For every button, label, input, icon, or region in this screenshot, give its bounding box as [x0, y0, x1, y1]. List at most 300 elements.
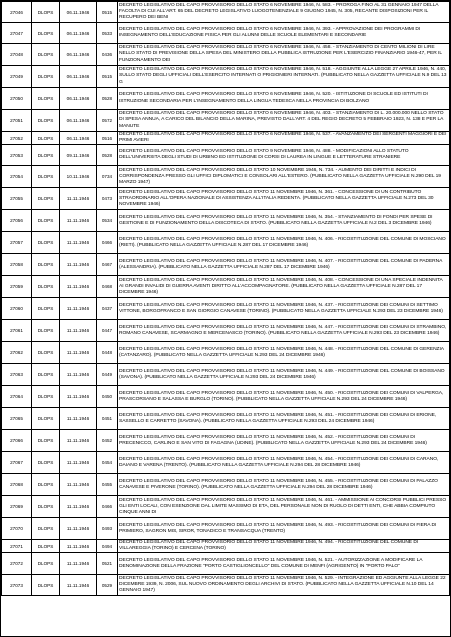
- record-number-cell: [2, 44, 32, 66]
- act-type-cell: [32, 553, 60, 575]
- act-date: 06.11.1946: [66, 52, 90, 57]
- table-row: [2, 496, 450, 518]
- act-code-cell: [97, 298, 118, 320]
- record-number: 27063: [10, 372, 23, 378]
- act-code-cell: [97, 553, 118, 575]
- act-date-cell: [60, 430, 97, 452]
- act-code: 0466: [101, 504, 113, 510]
- act-code-cell: [97, 320, 118, 342]
- act-date-cell: [60, 364, 97, 386]
- table-row: [2, 452, 450, 474]
- act-code-cell: [97, 110, 118, 132]
- act-type: DLOPS: [37, 350, 54, 356]
- table-row: [2, 254, 450, 276]
- act-description: DECRETO LEGISLATIVO DEL CAPO PROVVISORIO DELLO STATO 9 NOVEMBRE 1946, N. 488. - MODIFICAZIONI ALLO STATUTO DELL'UNIVERSITA DEGLI STUDI DI URBINO ED ISTITUZIONE DI CORSI DI LAUREA IN LINGUE E LETTERATURE STRANIERE: [119, 149, 409, 161]
- act-description-cell: [118, 430, 450, 452]
- record-number: 27050: [10, 96, 23, 101]
- act-code-cell: [97, 452, 118, 474]
- act-date-cell: [60, 575, 97, 596]
- record-number-cell: [2, 320, 32, 342]
- record-number-cell: [2, 518, 32, 540]
- act-date: 11.11.1946: [66, 328, 90, 334]
- act-date: 09.11.1946: [66, 152, 90, 158]
- act-code-cell: [97, 342, 118, 364]
- act-type: DLOPS: [37, 561, 54, 567]
- decree-register-table: [1, 1, 450, 596]
- record-number: 27057: [10, 240, 23, 246]
- act-description-cell: [118, 553, 450, 575]
- record-number: 27066: [10, 438, 23, 444]
- act-type-cell: [32, 452, 60, 474]
- act-code-cell: [97, 408, 118, 430]
- act-date: 11.11.1946: [66, 372, 90, 378]
- record-number: 27052: [10, 135, 23, 141]
- act-description: DECRETO LEGISLATIVO DEL CAPO PROVVISORIO DELLO STATO 11 NOVEMBRE 1946, N. 450. - RICOSTITUZIONE DEI COMUNI DI VALPERGA, PRASCORSANO E SALASSA E BURGLO (TORINO). (PUBBLICATO NELLA GAZZETTA UFFICIALE N.293 DEL 24 DICEMBRE 1946): [119, 390, 444, 402]
- table-row: [2, 44, 450, 66]
- table-row: [2, 474, 450, 496]
- act-code: 0473: [101, 196, 113, 202]
- act-type-cell: [32, 166, 60, 188]
- table-row: [2, 110, 450, 132]
- act-type-cell: [32, 44, 60, 66]
- act-type: DLOPS: [37, 9, 54, 15]
- act-date: 11.11.1946: [66, 240, 90, 246]
- act-date: 11.11.1946: [66, 504, 90, 510]
- act-description: DECRETO LEGISLATIVO DEL CAPO PROVVISORIO DELLO STATO 6 NOVEMBRE 1946, N. 393. - APPROVAZIONE DEI PROGRAMMI DI INSEGNAMENTO DELL'EDUCAZIONE FISICA PER GLI ALUNNI DELLE SCUOLE ELEMENTARI E SECONDARIE: [119, 26, 421, 38]
- act-description: DECRETO LEGISLATIVO DEL CAPO PROVVISORIO DELLO STATO 6 NOVEMBRE 1946, N. 583. - PROROGA FINO AL 31 GENNAIO 1947 DELLA FACOLTA DI CUI ALL'ART. 65 DEL DECRETO LEGISLATIVO LUOGOTENENZIALE 9 GIUGNO 1945, N. 305, RECANTE DISPOSIZIONI PER IL RECUPERO DEI BENI: [119, 2, 439, 21]
- table-row: [2, 23, 450, 44]
- act-date: 06.11.1946: [66, 9, 90, 15]
- record-number-cell: [2, 166, 32, 188]
- act-description-cell: [118, 474, 450, 496]
- act-type: DLOPS: [37, 328, 54, 334]
- act-description-cell: [118, 132, 450, 145]
- act-type-cell: [32, 496, 60, 518]
- act-code-cell: [97, 166, 118, 188]
- act-description-cell: [118, 166, 450, 188]
- record-number-cell: [2, 575, 32, 596]
- act-type: DLOPS: [37, 543, 54, 549]
- act-code: 0448: [101, 350, 113, 356]
- act-date: 11.11.1946: [66, 394, 90, 400]
- act-date: 06.11.1946: [66, 74, 90, 79]
- act-code: 0572: [101, 118, 113, 123]
- act-code: 0466: [101, 240, 113, 246]
- record-number: 27070: [10, 526, 23, 532]
- act-code: 0468: [101, 284, 113, 290]
- record-number: 27061: [10, 328, 23, 334]
- act-date: 11.11.1946: [66, 262, 90, 268]
- act-date-cell: [60, 210, 97, 232]
- act-date-cell: [60, 2, 97, 23]
- act-type-cell: [32, 110, 60, 132]
- act-date-cell: [60, 408, 97, 430]
- act-code: 0515: [101, 9, 113, 15]
- act-type: DLOPS: [37, 74, 54, 79]
- act-date-cell: [60, 386, 97, 408]
- act-description-cell: [118, 320, 450, 342]
- act-description: DECRETO LEGISLATIVO DEL CAPO PROVVISORIO DELLO STATO 6 NOVEMBRE 1946, N. 537. - AVANZAMENTO DEI SERGENTI MAGGIORI E DEI PRIMI AVIERI: [119, 132, 447, 144]
- act-type: DLOPS: [37, 262, 54, 268]
- act-code-cell: [97, 575, 118, 596]
- act-type-cell: [32, 320, 60, 342]
- act-date: 11.11.1946: [66, 350, 90, 356]
- record-number-cell: [2, 430, 32, 452]
- act-description-cell: [118, 23, 450, 44]
- record-number-cell: [2, 145, 32, 166]
- record-number-cell: [2, 342, 32, 364]
- record-number: 27051: [10, 118, 23, 123]
- record-number: 27049: [10, 74, 23, 79]
- act-type-cell: [32, 132, 60, 145]
- act-description-cell: [118, 88, 450, 110]
- table-row: [2, 232, 450, 254]
- record-number-cell: [2, 23, 32, 44]
- act-description: DECRETO LEGISLATIVO DEL CAPO PROVVISORIO DELLO STATO 6 NOVEMBRE 1946, N. 458. - STANZIAMENTO DI CENTO MILIONI DI LIRE NELLO STATO DI PREVISIONE DELLA SPESA DEL MINISTERO DELLA PUBBLICA ISTRUZIONE PER L'ESERCIZIO FINANZIARIO 1946-47, PER IL FUNZIONAMENTO DEI: [119, 45, 442, 63]
- act-type: DLOPS: [37, 582, 54, 588]
- act-description: DECRETO LEGISLATIVO DEL CAPO PROVVISORIO DELLO STATO 11 NOVEMBRE 1946, N. 448. - RICOSTITUZIONE DEL COMUNE DI GERENZIA (CATANZARO). (PUBBLICATO NELLA GAZZETTA UFFICIALE N.293 DEL 24 DICEMBRE 1946): [119, 346, 444, 358]
- act-code: 0533: [101, 30, 113, 36]
- record-number-cell: [2, 408, 32, 430]
- act-date: 11.11.1946: [66, 543, 90, 549]
- record-number: 27073: [10, 582, 23, 588]
- table-row: [2, 364, 450, 386]
- record-number-cell: [2, 474, 32, 496]
- record-number: 27069: [10, 504, 23, 510]
- act-date: 06.11.1946: [66, 135, 90, 141]
- act-description-cell: [118, 452, 450, 474]
- record-number-cell: [2, 553, 32, 575]
- act-date-cell: [60, 518, 97, 540]
- act-code-cell: [97, 254, 118, 276]
- act-description: DECRETO LEGISLATIVO DEL CAPO PROVVISORIO DELLO STATO 11 NOVEMBRE 1946, N. 407. - RICOSTITUZIONE DEL COMUNE DI PADERNA (ALESSANDRIA). (PUBBLICATO NELLA GAZZETTA UFFICIALE N.287 DEL 17 DICEMBRE 1946): [119, 258, 443, 270]
- record-number: 27065: [10, 416, 23, 422]
- act-description-cell: [118, 44, 450, 66]
- act-code: 0528: [101, 152, 113, 158]
- act-type: DLOPS: [37, 306, 54, 312]
- act-description: DECRETO LEGISLATIVO DEL CAPO PROVVISORIO DELLO STATO 11 NOVEMBRE 1946, N. 461. - AMMISSIONE AI CONCORSI PUBBLICI PRESSO GLI ENTI LOCALI, CON ESENZIONE DAL LIMITE MASSIMO DI ETA, DEL PERSONALE NON DI RUOLO DI DETTI ENTI, CHE ABBIA COMPIUTO CINQUE ANNI DI: [119, 497, 447, 515]
- record-number-cell: [2, 88, 32, 110]
- act-type-cell: [32, 276, 60, 298]
- record-number: 27059: [10, 284, 23, 290]
- act-description: DECRETO LEGISLATIVO DEL CAPO PROVVISORIO DELLO STATO 11 NOVEMBRE 1946, N. 529. - INTEGRAZIONE ED AGGIUNTE ALLA LEGGE 22 DICEMBRE 1939, N. 2006, SUL NUOVO ORDINAMENTO DEGLI ARCHIVI DI STATO. (PUBBLICATO NELLA GAZZETTA UFFICIALE N.10 DEL 14 GENNAIO 1947): [119, 576, 446, 594]
- act-code-cell: [97, 132, 118, 145]
- act-date: 11.11.1946: [66, 218, 90, 224]
- table-row: [2, 575, 450, 596]
- act-date: 11.11.1946: [66, 526, 90, 532]
- act-description: DECRETO LEGISLATIVO DEL CAPO PROVVISORIO DELLO STATO 11 NOVEMBRE 1946, N. 406. - RICOSTITUZIONE DEL COMUNE DI MOSCIANO (RIETI). (PUBBLICATO NELLA GAZZETTA UFFICIALE N.287 DEL 17 DICEMBRE 1946): [119, 236, 446, 248]
- table-row: [2, 166, 450, 188]
- act-date: 11.11.1946: [66, 196, 90, 202]
- act-date: 11.11.1946: [66, 416, 90, 422]
- act-date-cell: [60, 132, 97, 145]
- act-code: 0437: [101, 306, 113, 312]
- act-type: DLOPS: [37, 218, 54, 224]
- act-code: 0450: [101, 394, 113, 400]
- act-type: DLOPS: [37, 30, 54, 36]
- act-date-cell: [60, 44, 97, 66]
- act-type: DLOPS: [37, 240, 54, 246]
- act-date: 06.11.1946: [66, 30, 90, 36]
- act-date-cell: [60, 88, 97, 110]
- record-number: 27060: [10, 306, 23, 312]
- record-number-cell: [2, 210, 32, 232]
- act-type: DLOPS: [37, 394, 54, 400]
- act-code: 0467: [101, 262, 113, 268]
- table-row: [2, 342, 450, 364]
- act-code: 0734: [101, 174, 113, 180]
- act-description: DECRETO LEGISLATIVO DEL CAPO PROVVISORIO DELLO STATO 11 NOVEMBRE 1946, N. 454. - RICOSTITUZIONE DEI COMUNI DI CARANO, DAIANO E VARENA (TRENTO). (PUBBLICATO NELLA GAZZETTA UFFICIALE N.294 DEL 28 DICEMBRE 1946): [119, 456, 439, 468]
- record-number: 27072: [10, 561, 23, 567]
- record-number-cell: [2, 132, 32, 145]
- record-number-cell: [2, 540, 32, 553]
- act-description-cell: [118, 2, 450, 23]
- table-row: [2, 553, 450, 575]
- act-date-cell: [60, 298, 97, 320]
- act-description-cell: [118, 188, 450, 210]
- table-row: [2, 276, 450, 298]
- act-type-cell: [32, 23, 60, 44]
- record-number: 27058: [10, 262, 23, 268]
- act-date-cell: [60, 23, 97, 44]
- act-code-cell: [97, 188, 118, 210]
- act-description-cell: [118, 342, 450, 364]
- act-type: DLOPS: [37, 135, 54, 141]
- record-number-cell: [2, 364, 32, 386]
- record-number: 27055: [10, 196, 23, 202]
- act-description: DECRETO LEGISLATIVO DEL CAPO PROVVISORIO DELLO STATO 10 NOVEMBRE 1946, N. 734. - AUMENTO DEI DIRITTI E INDICI DI CORRISPONDENZA PRESSO GLI UFFICI DIPLOMATICI E CONSOLARI ALL'ESTERO. (PUBBLICATO NELLA GAZZETTA UFFICIALE N.290 DEL 19 MARZO 1947): [119, 167, 441, 185]
- act-description: DECRETO LEGISLATIVO DEL CAPO PROVVISORIO DELLO STATO 11 NOVEMBRE 1946, N. 452. - RICOSTITUZIONE DEI COMUNI DI PRECENICCO, CARLINO E SAN VITO DI FAGAGNA (UDINE). (PUBBLICATO NELLA GAZZETTA UFFICIALE N.293 DEL 24 DICEMBRE 1946): [119, 434, 427, 446]
- act-date: 11.11.1946: [66, 306, 90, 312]
- act-type: DLOPS: [37, 526, 54, 532]
- table-row: [2, 518, 450, 540]
- act-type: DLOPS: [37, 482, 54, 488]
- act-date: 11.11.1946: [66, 284, 90, 290]
- act-type-cell: [32, 386, 60, 408]
- record-number-cell: [2, 276, 32, 298]
- act-type-cell: [32, 518, 60, 540]
- act-code: 0493: [101, 526, 113, 532]
- act-description-cell: [118, 254, 450, 276]
- act-description: DECRETO LEGISLATIVO DEL CAPO PROVVISORIO DELLO STATO 11 NOVEMBRE 1946, N. 449. - RICOSTITUZIONE DEL COMUNE DI BOISSANO (SAVONA). (PUBBLICATO NELLA GAZZETTA UFFICIALE N.293 DEL 24 DICEMBRE 1946): [119, 368, 445, 380]
- act-code: 0455: [101, 482, 113, 488]
- act-description-cell: [118, 145, 450, 166]
- act-description: DECRETO LEGISLATIVO DEL CAPO PROVVISORIO DELLO STATO 11 NOVEMBRE 1946, N. 437. - RICOSTITUZIONE DEI COMUNI DI SETTIMO VITTONE, BORGOFRANCO E SAN GIORGIO CANAVESE (TORINO). (PUBBLICATO NELLA GAZZETTA UFFICIALE N.293 DEL 23 DICEMBRE 1946): [119, 302, 443, 314]
- act-date-cell: [60, 320, 97, 342]
- act-description-cell: [118, 540, 450, 553]
- act-date-cell: [60, 254, 97, 276]
- act-description: DECRETO LEGISLATIVO DEL CAPO PROVVISORIO DELLO STATO 11 NOVEMBRE 1946, N. 521. - AUTORIZZAZIONE A MODIFICARE LA DENOMINAZIONE DELLA FRAZIONE "PORTO CASTIGLIONCELLO" DEL COMUNE DI MENFI (AGRIGENTO) IN "PORTO PALO": [119, 557, 423, 569]
- table-row: [2, 88, 450, 110]
- record-number: 27068: [10, 482, 23, 488]
- act-date-cell: [60, 110, 97, 132]
- act-date-cell: [60, 66, 97, 88]
- act-code-cell: [97, 2, 118, 23]
- act-code: 0528: [101, 96, 113, 101]
- act-code-cell: [97, 210, 118, 232]
- record-number-cell: [2, 2, 32, 23]
- act-date: 11.11.1946: [66, 482, 90, 488]
- act-date-cell: [60, 342, 97, 364]
- record-number-cell: [2, 452, 32, 474]
- act-code: 0521: [101, 561, 113, 567]
- act-type-cell: [32, 408, 60, 430]
- act-description-cell: [118, 276, 450, 298]
- record-number-cell: [2, 66, 32, 88]
- act-code: 0451: [101, 416, 113, 422]
- act-code-cell: [97, 23, 118, 44]
- record-number: 27071: [10, 543, 23, 549]
- decree-register-body: [2, 2, 450, 596]
- act-type-cell: [32, 88, 60, 110]
- act-type: DLOPS: [37, 372, 54, 378]
- act-description-cell: [118, 386, 450, 408]
- act-code-cell: [97, 386, 118, 408]
- act-code: 0529: [101, 582, 113, 588]
- act-type-cell: [32, 2, 60, 23]
- act-date: 10.11.1946: [66, 174, 90, 180]
- act-description-cell: [118, 575, 450, 596]
- act-type: DLOPS: [37, 152, 54, 158]
- record-number: 27062: [10, 350, 23, 356]
- act-description-cell: [118, 232, 450, 254]
- record-number-cell: [2, 298, 32, 320]
- act-date: 06.11.1946: [66, 96, 90, 101]
- act-date-cell: [60, 496, 97, 518]
- act-description: DECRETO LEGISLATIVO DEL CAPO PROVVISORIO DELLO STATO 11 NOVEMBRE 1946, N. 493. - RICOSTITUZIONE DEI COMUNI DI FIERA DI PRIMIERO, SAGRON MIS, SIROR, TONADICO E TRANSACQUA (TRENTO): [119, 522, 437, 534]
- act-date-cell: [60, 166, 97, 188]
- act-type-cell: [32, 430, 60, 452]
- table-row: [2, 188, 450, 210]
- act-description: DECRETO LEGISLATIVO DEL CAPO PROVVISORIO DELLO STATO 11 NOVEMBRE 1946, N. 447. - RICOSTITUZIONE DEI COMUNI DI STRAMBINO, ROMANO CANAVESE, SCARMAGNO E MERCENASCO (TORINO). (PUBBLICATO NELLA GAZZETTA UFFICIALE N.293 DEL 23 DICEMBRE 1946): [119, 324, 447, 336]
- act-type-cell: [32, 298, 60, 320]
- act-date: 06.11.1946: [66, 118, 90, 123]
- act-date: 11.11.1946: [66, 460, 90, 466]
- act-type: DLOPS: [37, 504, 54, 510]
- act-code-cell: [97, 145, 118, 166]
- act-description: DECRETO LEGISLATIVO DEL CAPO PROVVISORIO DELLO STATO 11 NOVEMBRE 1946, N. 455. - RICOSTITUZIONE DEI COMUNI DI PALAZZO CANAVESE E PIVERONE (TORINO). (PUBBLICATO NELLA GAZZETTA UFFICIALE N.294 DEL 28 DICEMBRE 1946): [119, 478, 438, 490]
- act-description-cell: [118, 66, 450, 88]
- record-number: 27056: [10, 218, 23, 224]
- act-date: 11.11.1946: [66, 561, 90, 567]
- act-type: DLOPS: [37, 96, 54, 101]
- act-code-cell: [97, 232, 118, 254]
- record-number-cell: [2, 254, 32, 276]
- table-row: [2, 145, 450, 166]
- act-type-cell: [32, 254, 60, 276]
- act-type: DLOPS: [37, 460, 54, 466]
- record-number-cell: [2, 188, 32, 210]
- act-date-cell: [60, 188, 97, 210]
- record-number: 27054: [10, 174, 23, 180]
- act-description: DECRETO LEGISLATIVO DEL CAPO PROVVISORIO DELLO STATO 11 NOVEMBRE 1946, N. 354. - STANZIAMENTO DI FONDI PER SPESE DI GESTIONE E DI FUNZIONAMENTO DELLA DISCOTECA DI STATO. (PUBBLICATO NELLA GAZZETTA UFFICIALE N.2 DEL 3 DICEMBRE 1946): [119, 214, 433, 226]
- table-row: [2, 66, 450, 88]
- table-row: [2, 2, 450, 23]
- act-description-cell: [118, 496, 450, 518]
- act-date-cell: [60, 232, 97, 254]
- act-description: DECRETO LEGISLATIVO DEL CAPO PROVVISORIO DELLO STATO 11 NOVEMBRE 1946, N. 494. - RICOSTITUZIONE DEL COMUNE DI VILLAREGGIA (TORINO) E CERCENA (TORINO): [119, 540, 419, 552]
- act-description-cell: [118, 110, 450, 132]
- record-number-cell: [2, 496, 32, 518]
- act-code-cell: [97, 88, 118, 110]
- act-type-cell: [32, 232, 60, 254]
- act-code: 0515: [101, 74, 113, 79]
- act-type: DLOPS: [37, 118, 54, 123]
- act-code: 0454: [101, 460, 113, 466]
- record-number: 27048: [10, 52, 23, 57]
- table-row: [2, 430, 450, 452]
- table-row: [2, 386, 450, 408]
- table-row: [2, 210, 450, 232]
- act-description-cell: [118, 298, 450, 320]
- act-code: 0452: [101, 438, 113, 444]
- act-type: DLOPS: [37, 174, 54, 180]
- act-date-cell: [60, 276, 97, 298]
- table-row: [2, 540, 450, 553]
- act-type-cell: [32, 540, 60, 553]
- act-type-cell: [32, 66, 60, 88]
- act-code-cell: [97, 66, 118, 88]
- act-description: DECRETO LEGISLATIVO DEL CAPO PROVVISORIO DELLO STATO 6 NOVEMBRE 1946, N. 518. - AGGIUNTE ALLA LEGGE 27 APRILE 1946, N. 440, SULLO STATO DEGLI UFFICIALI DELL'ESERCITO INTERNATI O PRIGIONIERI INTERNATI. (PUBBLICATO NELLA GAZZETTA UFFICIALE N.9 DEL 13 G: [119, 67, 447, 85]
- act-type-cell: [32, 210, 60, 232]
- act-description-cell: [118, 364, 450, 386]
- record-number: 27047: [10, 30, 23, 36]
- act-type: DLOPS: [37, 416, 54, 422]
- act-date-cell: [60, 553, 97, 575]
- act-code: 0436: [101, 52, 113, 57]
- act-date: 11.11.1946: [66, 582, 90, 588]
- act-type-cell: [32, 474, 60, 496]
- act-code-cell: [97, 430, 118, 452]
- act-code-cell: [97, 44, 118, 66]
- act-date-cell: [60, 452, 97, 474]
- act-description: DECRETO LEGISLATIVO DEL CAPO PROVVISORIO DELLO STATO 6 NOVEMBRE 1946, N. 520. - ISTITUZIONE DI SCUOLE ED ISTITUTI DI ISTRUZIONE SECONDARIA PER L'INSEGNAMENTO DELLA LINGUA TEDESCA NELLA PROVINCIA DI BOLZANO: [119, 92, 428, 104]
- act-code-cell: [97, 518, 118, 540]
- act-description-cell: [118, 518, 450, 540]
- act-description: DECRETO LEGISLATIVO DEL CAPO PROVVISORIO DELLO STATO 11 NOVEMBRE 1946, N. 408. - CONCESSIONE DI UNA SPECIALE INDENNITA AI GRANDI INVALIDI DI GUERRA AVENTI DIRITTO ALL'ACCOMPAGNATORE. (PUBBLICATO NELLA GAZZETTA UFFICIALE N.287 DEL 17 DICEMBRE 1946): [119, 277, 443, 295]
- act-description: DECRETO LEGISLATIVO DEL CAPO PROVVISORIO DELLO STATO 11 NOVEMBRE 1946, N. 361. - CONCESSIONE DI UN CONTRIBUTO STRAORDINARIO ALL'OPERA NAZIONALE DI ASSISTENZA ALL'ITALIA REDENTA. (PUBBLICATO NELLA GAZZETTA UFFICIALE N.273 DEL 30 NOVEMBRE 1946): [119, 189, 434, 207]
- act-type: DLOPS: [37, 196, 54, 202]
- act-date-cell: [60, 474, 97, 496]
- table-row: [2, 320, 450, 342]
- act-date: 11.11.1946: [66, 438, 90, 444]
- act-type-cell: [32, 575, 60, 596]
- record-number: 27064: [10, 394, 23, 400]
- act-type-cell: [32, 145, 60, 166]
- act-code-cell: [97, 540, 118, 553]
- act-description-cell: [118, 210, 450, 232]
- act-code: 0516: [101, 135, 113, 141]
- act-code-cell: [97, 276, 118, 298]
- act-date-cell: [60, 145, 97, 166]
- record-number-cell: [2, 232, 32, 254]
- table-row: [2, 298, 450, 320]
- act-code: 0534: [101, 218, 113, 224]
- table-row: [2, 132, 450, 145]
- act-code: 0447: [101, 328, 113, 334]
- record-number-cell: [2, 110, 32, 132]
- act-code-cell: [97, 474, 118, 496]
- act-type-cell: [32, 342, 60, 364]
- act-type: DLOPS: [37, 438, 54, 444]
- record-number: 27046: [10, 9, 23, 15]
- act-description: DECRETO LEGISLATIVO DEL CAPO PROVVISORIO DELLO STATO 11 NOVEMBRE 1946, N. 451. - RICOSTITUZIONE DEI COMUNI DI ERIONE, SASSELLO E CARRETTO (SAVONA). (PUBBLICATO NELLA GAZZETTA UFFICIALE N.293 DEL 24 DICEMBRE 1946): [119, 412, 437, 424]
- act-type-cell: [32, 364, 60, 386]
- record-number: 27053: [10, 152, 23, 158]
- act-code: 0449: [101, 372, 113, 378]
- act-type-cell: [32, 188, 60, 210]
- act-type: DLOPS: [37, 284, 54, 290]
